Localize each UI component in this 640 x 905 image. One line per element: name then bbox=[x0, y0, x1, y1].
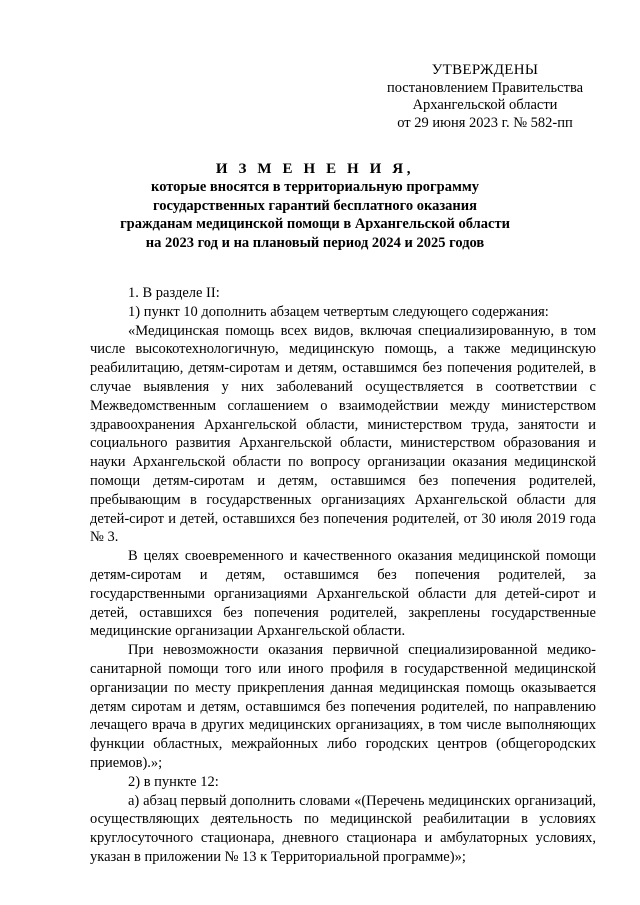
approval-heading: УТВЕРЖДЕНЫ bbox=[431, 62, 539, 78]
approval-line-2: Архангельской области bbox=[412, 97, 558, 113]
section-heading: 1. В разделе II: bbox=[128, 285, 220, 301]
paragraph-quote-1: «Медицинская помощь всех видов, включая специализированную, в том числе высокотехнологичную, медицинскую помощь, а также медицинскую реабилитацию, детям-сиротам и детям, оставшимся без попечения родителей, в случае выявления у них заболеваний осуществляется в соответствии с Межведомственным соглашением о взаимодействии между министерством здравоохранения Архангельской области, министерством труда, занятости и социального развития Архангельской области, министерством образования и науки Архангельской области по вопросу организации оказания медицинской помощи детям-сиротам и детям, оставшимся без попечения родителей, пребывающим в государственных организациях Архангельской области для детей-сирот и детей, оставшихся без попечения родителей, от 30 июля 2019 года № 3. bbox=[90, 322, 596, 546]
subitem-a: а) абзац первый дополнить словами «(Перечень медицинских организаций, осуществляющих деятельность по медицинской реабилитации в условиях круглосуточного стационара, дневного стационара и амбулаторных условиях, указан в приложении № 13 к Территориальной программе)»; bbox=[90, 792, 596, 865]
document-body bbox=[90, 284, 596, 867]
approval-line-1: постановлением Правительства bbox=[386, 79, 584, 96]
title-line-3: гражданам медицинской помощи в Архангельской области bbox=[120, 216, 510, 233]
title-line-2: государственных гарантий бесплатного оказания bbox=[153, 197, 477, 214]
title-main: И З М Е Н Е Н И Я, bbox=[215, 161, 415, 177]
title-line-1: которые вносятся в территориальную программу bbox=[151, 179, 479, 196]
item-2: 2) в пункте 12: bbox=[128, 773, 219, 790]
approval-stamp bbox=[330, 62, 640, 132]
approval-line-3: от 29 июня 2023 г. № 582-пп bbox=[397, 114, 573, 131]
paragraph-3: При невозможности оказания первичной специализированной медико-санитарной помощи того или иного профиля в государственной медицинской организации по месту прикрепления данная медицинская помощь оказывается детям сиротам и детям, оставшимся без попечения родителей, по направлению лечащего врача в других медицинских организациях, в том числе выполняющих функции областных, межрайонных либо городских центров (общегородских приемов).»; bbox=[90, 642, 596, 771]
paragraph-2: В целях своевременного и качественного оказания медицинской помощи детям-сиротам и детям, оставшимся без попечения родителей, за государственными организациями Архангельской области для детей-сирот и детей, оставшихся без попечения родителей, закреплены государственные медицинские организации Архангельской области. bbox=[90, 548, 596, 640]
item-1: 1) пункт 10 дополнить абзацем четвертым следующего содержания: bbox=[128, 303, 549, 320]
title-line-4: на 2023 год и на плановый период 2024 и 2025 годов bbox=[145, 234, 485, 251]
document-title bbox=[80, 160, 550, 252]
